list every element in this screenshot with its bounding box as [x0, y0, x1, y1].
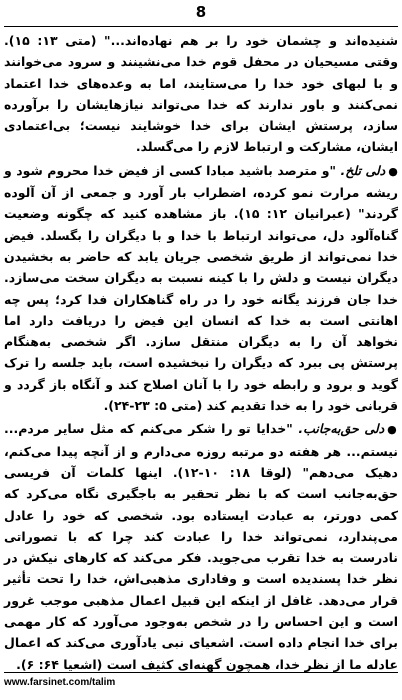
paragraph-faith	[4, 30, 398, 158]
paragraph-self-righteous-heart	[4, 418, 398, 675]
self-righteous-heading: دلی حق‌به‌جانب.	[298, 421, 385, 437]
paragraph-bitter-heart	[4, 160, 398, 417]
footer-url-link[interactable]: www.farsinet.com/talim	[4, 677, 116, 688]
bullet-icon: ●	[388, 164, 398, 178]
self-righteous-text: "خدایا تو را شکر می‌کنم که مثل سایر مردم... نیستم... هر هفته دو مرتبه روزه می‌دارم و از آنچه پیدا می‌کنم، دهیک می‌دهم" (لوقا ۱۸: ۱۰-۱۲). اینها کلمات آن فریسی حق‌به‌جانب است که با نظر تحقیر به باجگیری نگاه می‌کرد که کمی دورتر، به عبادت ایستاده بود. شخصی که خود را عادل می‌پندارد، نمی‌تواند خدا را عبادت کند چرا که با تصوراتی نادرست به خدا تقرب می‌جوید. فکر می‌کند که کارهای نیکش در نظر خدا پسندیده است و وفاداری مذهبی‌اش، خدا را تحت تأثیر قرار می‌دهد. غافل از اینکه این قبیل اعمال مذهبی موجب غرور است و این احساس را در شخص به‌وجود می‌آورد که کار مهمی برای خدا انجام داده است. اشعیای نبی یادآوری می‌کند که اعمال عادله ما از نظر خدا، همچون گهنه‌ای کثیف است (اشعیا ۶۴: ۶).	[4, 421, 398, 672]
document-page	[4, 0, 398, 700]
bullet-icon: ●	[387, 423, 398, 437]
bitter-heart-heading: دلی تلخ.	[340, 162, 386, 178]
header-divider	[4, 26, 398, 27]
footer-divider	[4, 672, 398, 673]
bitter-heart-text: "و مترصد باشید مبادا کسی از فیض خدا محروم شود و ریشه مرارت نمو کرده، اضطراب بار آورد و جمعی از آن آلوده گردند" (عبرانیان ۱۲: ۱۵). باز مشاهده کنید که چگونه وضعیت گناه‌آلود دل، می‌تواند ارتباط با خدا و با دیگران را بگسلد. فیض خدا نمی‌تواند از طریق شخصی جریان یابد که حاضر به بخشیدن دیگران نیست و دلش را با کینه نسبت به دیگران سخت می‌سازد. خدا جان فرزند یگانه خود را در راه گناهکاران فدا کرد؛ پس چه اهانتی است به خدا که انسان این فیض را دریافت دارد اما نخواهد آن را به دیگران منتقل سازد. اگر شخصی به‌هنگام پرستش پی ببرد که دیگران را نبخشیده است، باید جلسه را ترک گوید و برود و رابطه خود را با آنان اصلاح کند و آنگاه باز گردد و قربانی خود را به خدا تقدیم کند (متی ۵: ۲۳-۲۴).	[4, 162, 398, 414]
paragraph-faith-text: شنیده‌اند و چشمان خود را بر هم نهاده‌اند..." (متی ۱۳: ۱۵). وقتی مسیحیان در محفل قوم خدا می‌نشینند و سرود می‌خوانند و با لبهای خود خدا را می‌ستایند، اما به وعده‌های خدا اعتماد نمی‌کنند و باور ندارند که خدا می‌تواند نیازهایشان را برآورده سازد، پرستش ایشان برای خدا خوشایند نیست؛ بی‌اعتمادی ایشان، مشارکت و ارتباط لازم را می‌گسلد.	[4, 33, 398, 155]
page-number: 8	[195, 3, 207, 21]
body-text	[4, 30, 398, 675]
